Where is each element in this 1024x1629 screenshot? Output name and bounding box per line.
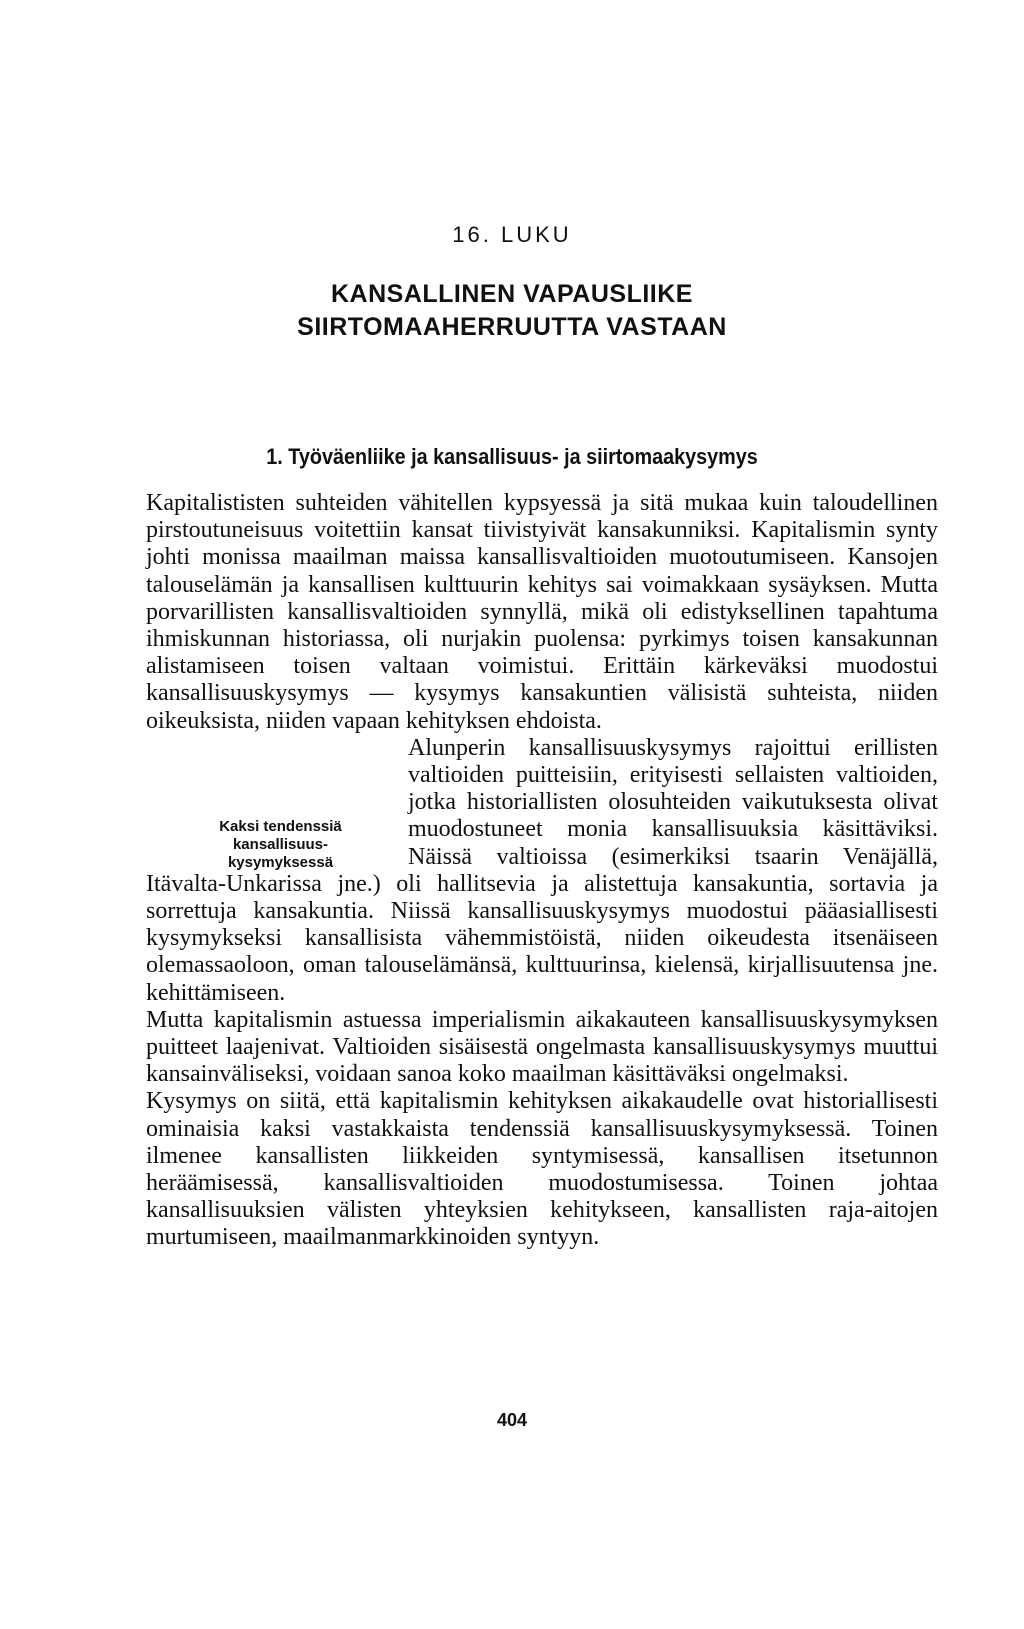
paragraph-2: Alunperin kansallisuuskysymys rajoittui erillisten valtioiden puitteisiin, erityisesti sellaisten valtioiden, jotka historiallisten olosuhteiden vaikutuksesta olivat muodostuneet monia kansallisuuksia käsittäviksi. Näissä valtioissa (esimerkiksi tsaarin Venäjällä, Itävalta-Unkarissa jne.) oli hallitsevia ja alistettuja kansakuntia, sortavia ja sorrettuja kansakuntia. Niissä kansallisuuskysymys muodostui pääasiallisesti kysymykseksi kansallisista vähemmistöistä, niiden oikeudesta itsenäiseen olemassaoloon, oman talouselämänsä, kulttuurinsa, kielensä, kirjallisuutensa jne. kehittämiseen. [146, 734, 938, 1006]
paragraph-1: Kapitalististen suhteiden vähitellen kypsyessä ja sitä mukaa kuin taloudellinen pirstoutuneisuus voitettiin kansat tiivistyivät kansakunniksi. Kapitalismin synty johti monissa maailman maissa kansallisvaltioiden muotoutumiseen. Kansojen talouselämän ja kansallisen kulttuurin kehitys sai voimakkaan sysäyksen. Mutta porvarillisten kansallisvaltioiden synnyllä, mikä oli edistyksellinen tapahtuma ihmiskunnan historiassa, oli nurjakin puolensa: pyrkimys toisen kansakunnan alistamiseen toisen valtaan voimistui. Erittäin kärkeväksi muodostui kansallisuuskysymys — kysymys kansakuntien välisistä suhteista, niiden oikeuksista, niiden vapaan kehityksen ehdoista. [146, 490, 938, 734]
page-number: 404 [496, 1410, 528, 1430]
marginal-note [168, 818, 393, 872]
section-heading: 1. Työväenliike ja kansallisuus- ja siirtomaakysymys [266, 444, 758, 469]
chapter-title-line-2: SIIRTOMAAHERRUUTTA VASTAAN [297, 313, 727, 341]
chapter-label: 16. LUKU [452, 222, 572, 247]
marginal-note-line-2: kansallisuus- [232, 836, 329, 853]
paragraph-3: Mutta kapitalismin astuessa imperialismin aikakauteen kansallisuuskysymyksen puitteet laajenivat. Valtioiden sisäisestä ongelmasta kansallisuuskysymys muuttui kansainväliseksi, voidaan sanoa koko maailman käsittäväksi ongelmaksi. [146, 1006, 938, 1088]
chapter-title-line-1: KANSALLINEN VAPAUSLIIKE [331, 280, 693, 308]
chapter-title [0, 278, 1024, 344]
marginal-note-line-1: Kaksi tendenssiä [219, 818, 342, 835]
paragraph-4: Kysymys on siitä, että kapitalismin kehityksen aikakaudelle ovat historiallisesti ominaisia kaksi vastakkaista tendenssiä kansallisuuskysymyksessä. Toinen ilmenee kansallisten liikkeiden syntymisessä, kansallisen itsetunnon heräämisessä, kansallisvaltioiden muodostumisessa. Toinen johtaa kansallisuuksien välisten yhteyksien kehitykseen, kansallisten raja-aitojen murtumiseen, maailmanmarkkinoiden syntyyn. [146, 1088, 938, 1251]
marginal-note-line-3: kysymyksessä [227, 854, 334, 871]
